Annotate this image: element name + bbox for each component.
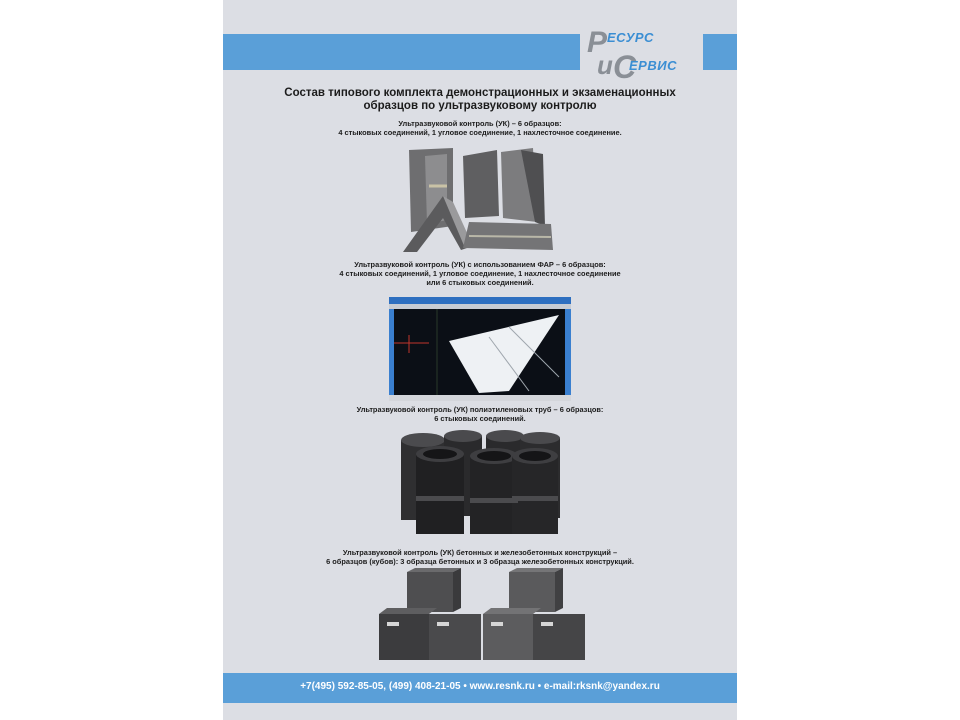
cube-label-shape	[437, 622, 449, 626]
cube-shape	[407, 572, 453, 612]
svg-text:Р: Р	[587, 26, 608, 59]
header-band-right	[703, 34, 737, 70]
phased-array-screen-image	[389, 297, 571, 401]
cube-shape	[379, 614, 429, 660]
pipe-end-shape	[486, 430, 524, 442]
section-caption-polyethylene-pipes	[223, 405, 737, 423]
pipe-shape	[416, 454, 464, 534]
cube-shape	[483, 614, 533, 660]
screen-titlebar-shape	[389, 297, 571, 304]
weld-bead-shape	[512, 496, 558, 501]
screen-scale-shape	[389, 309, 394, 397]
page-title	[223, 87, 737, 113]
caption-line: Ультразвуковой контроль (УК) с использованием ФАР – 6 образцов:	[354, 260, 606, 269]
cube-label-shape	[541, 622, 553, 626]
header-band-left	[223, 34, 580, 70]
cube-side-shape	[453, 568, 461, 612]
footer-contacts: +7(495) 592-85-05, (499) 408-21-05 • www.resnk.ru • e-mail:rksnk@yandex.ru	[300, 681, 660, 692]
caption-line: 4 стыковых соединений, 1 угловое соединение, 1 нахлесточное соединение	[339, 269, 621, 278]
caption-line: Ультразвуковой контроль (УК) бетонных и железобетонных конструкций –	[342, 548, 618, 557]
logo-word-bottom: ЕРВИС	[629, 58, 677, 73]
weld-seam-shape	[469, 236, 551, 237]
screen-statusbar-shape	[389, 395, 571, 401]
caption-line: 6 стыковых соединений.	[434, 414, 526, 423]
cube-shape	[429, 614, 481, 660]
svg-text:С: С	[613, 49, 637, 84]
cube-top-shape	[509, 568, 563, 572]
pipe-end-shape	[520, 432, 560, 444]
cube-label-shape	[387, 622, 399, 626]
cube-top-shape	[379, 608, 437, 614]
screen-toolbar-shape	[389, 304, 571, 309]
section-caption-concrete-cubes	[223, 548, 737, 566]
company-logo	[583, 22, 703, 84]
section-caption-weld-samples	[223, 119, 737, 137]
title-line: образцов по ультразвуковому контролю	[363, 100, 597, 112]
cube-side-shape	[555, 568, 563, 612]
pipe-end-shape	[444, 430, 482, 442]
plate-shape	[463, 150, 499, 218]
cube-top-shape	[407, 568, 461, 572]
cube-shape	[509, 572, 555, 612]
pipe-bore-shape	[477, 451, 511, 461]
logo-word-top: ЕСУРС	[607, 30, 654, 45]
caption-line: 4 стыковых соединений, 1 угловое соединение, 1 нахлесточное соединение.	[338, 128, 622, 137]
caption-line: или 6 стыковых соединений.	[426, 278, 534, 287]
pipe-shape	[512, 456, 558, 534]
cube-label-shape	[491, 622, 503, 626]
brochure-page	[223, 0, 737, 720]
cube-shape	[533, 614, 585, 660]
caption-line: Ультразвуковой контроль (УК) полиэтиленовых труб – 6 образцов:	[356, 405, 604, 414]
pipe-end-shape	[401, 433, 445, 447]
caption-line: 6 образцов (кубов): 3 образца бетонных и 3 образца железобетонных конструкций.	[326, 557, 634, 566]
weld-bead-shape	[416, 496, 464, 501]
caption-line: Ультразвуковой контроль (УК) – 6 образцов:	[398, 119, 562, 128]
cube-top-shape	[483, 608, 541, 614]
svg-text:и: и	[597, 50, 613, 80]
weld-bead-shape	[470, 498, 518, 503]
screen-scale-shape	[565, 309, 571, 397]
pipe-bore-shape	[519, 451, 551, 461]
pipe-shape	[470, 456, 518, 534]
weld-samples-photo	[403, 146, 555, 254]
pipe-bore-shape	[423, 449, 457, 459]
polyethylene-pipes-photo	[398, 430, 562, 538]
concrete-cubes-photo	[371, 568, 591, 664]
section-caption-phased-array	[223, 260, 737, 287]
title-line: Состав типового комплекта демонстрационных и экзаменационных	[284, 87, 676, 99]
